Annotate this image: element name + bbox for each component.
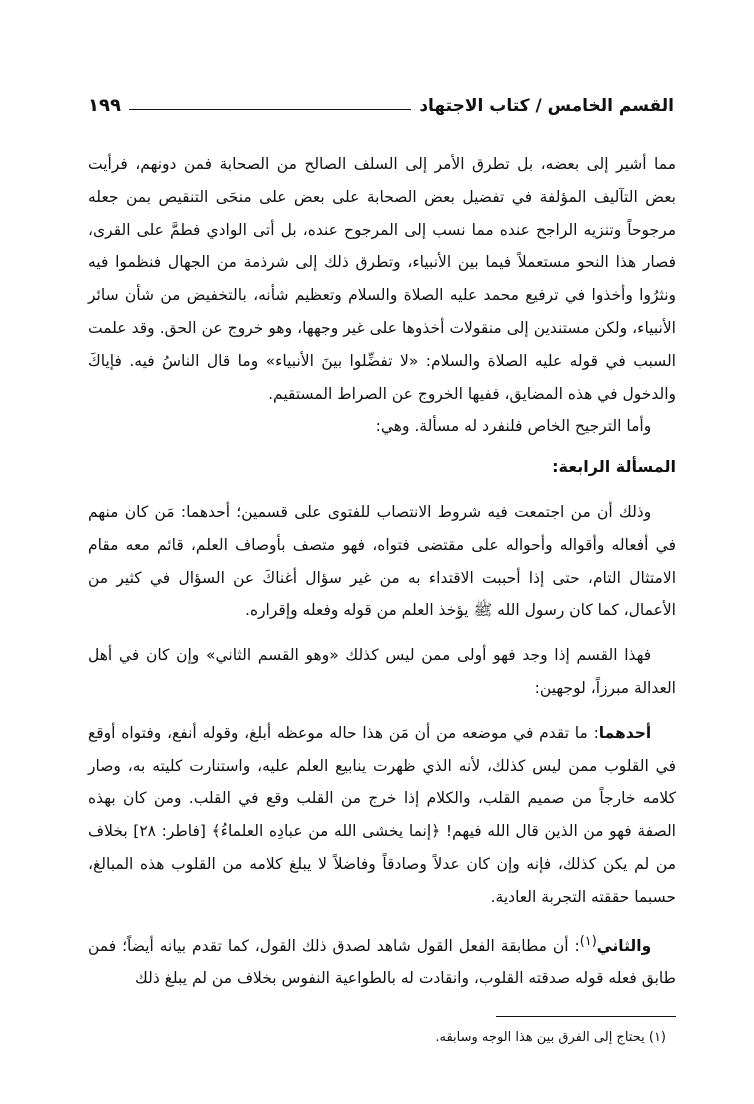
header-rule xyxy=(129,109,411,110)
first-reason-label: أحدهما xyxy=(598,723,652,742)
paragraph-6 xyxy=(88,926,676,996)
paragraph-5 xyxy=(88,717,676,914)
page-number: ١٩٩ xyxy=(88,95,121,116)
paragraph-2: وأما الترجيح الخاص فلنفرد له مسألة. وهي: xyxy=(375,417,652,436)
paragraph-4: فهذا القسم إذا وجد فهو أولى ممن ليس كذلك «وهو القسم الثاني» وإن كان في أهل العدالة مبرزاً، لوجهين: xyxy=(88,646,676,697)
section-heading: المسألة الرابعة: xyxy=(552,457,676,477)
footnote-marker: (١) xyxy=(579,933,597,949)
paragraph-1: مما أشير إلى بعضه، بل تطرق الأمر إلى السلف الصالح من الصحابة فمن دونهم، فرأيت بعض التآليف المؤلفة في تفضيل بعض الصحابة على بعض على منحَى التنقيص بمن جعله مرجوحاً وتنزيه الراجح عنده مما نسب إلى المرجوح عنده، بل أتى الوادي فطمَّ على القرى، فصار هذا النحو مستعملاً فيما بين الأنبياء، وتطرق ذلك إلى شرذمة من الجهال فنظموا فيه ونثرُوا وأخذوا في ترفيع محمد عليه الصلاة والسلام وتعظيم شأنه، بالتخفيض من شأن سائر الأنبياء، ولكن مستندين إلى منقولات أخذوها على غير وجهها، وهو خروج عن الحق. وقد علمت السبب في قوله عليه الصلاة والسلام: «لا تفضِّلوا بينَ الأنبياء» وما قال الناسُ فيه. فإياكَ والدخول في هذه المضايق، ففيها الخروج عن الصراط المستقيم. xyxy=(88,155,676,403)
paragraph-3: وذلك أن من اجتمعت فيه شروط الانتصاب للفتوى على قسمين؛ أحدهما: مَن كان منهم في أفعاله وأقواله وأحواله على مقتضى فتواه، فهو متصف بأوصاف العلم، قائم معه مقام الامتثال التام، حتى إذا أحببت الاقتداء به من غير سؤال أغناكَ عن السؤال في كثير من الأعمال، كما كان رسول الله ﷺ يؤخذ العلم من قوله وفعله وإقراره. xyxy=(88,502,676,620)
page-body xyxy=(88,148,676,995)
first-reason-text: : ما تقدم في موضعه من أن مَن هذا حاله موعظه أبلغ، وقوله أنفع، وفتواه أوقع في القلوب ممن ليس كذلك، لأنه الذي ظهرت ينابيع العلم عليه، واستنارت كليته به، وصار كلامه خارجاً من صميم القلب، والكلام إذا خرج من القلب وقع في القلب. ومن كان بهذه الصفة فهو من الذين قال الله فيهم! ﴿إنما يخشى الله من عبادِه العلماءُ﴾ [فاطر: ٢٨] بخلاف من لم يكن كذلك، فإنه وإن كان عدلاً وصادقاً وفاضلاً لا يبلغ كلامه من القلوب هذه المبالغ، حسبما حققته التجربة العادية. xyxy=(88,723,676,906)
chapter-title: القسم الخامس / كتاب الاجتهاد xyxy=(419,96,674,116)
second-reason-label: والثاني xyxy=(596,936,652,955)
second-reason-text: : أن مطابقة الفعل القول شاهد لصدق ذلك القول، كما تقدم بيانه أيضاً؛ فمن طابق فعله قوله صدقته القلوب، وانقادت له بالطواعية النفوس بخلاف من لم يبلغ ذلك xyxy=(88,936,676,988)
footnote: (١) يحتاج إلى الفرق بين هذا الوجه وسابقه. xyxy=(435,1030,666,1045)
footnote-divider xyxy=(496,1016,676,1017)
running-header xyxy=(88,86,674,116)
